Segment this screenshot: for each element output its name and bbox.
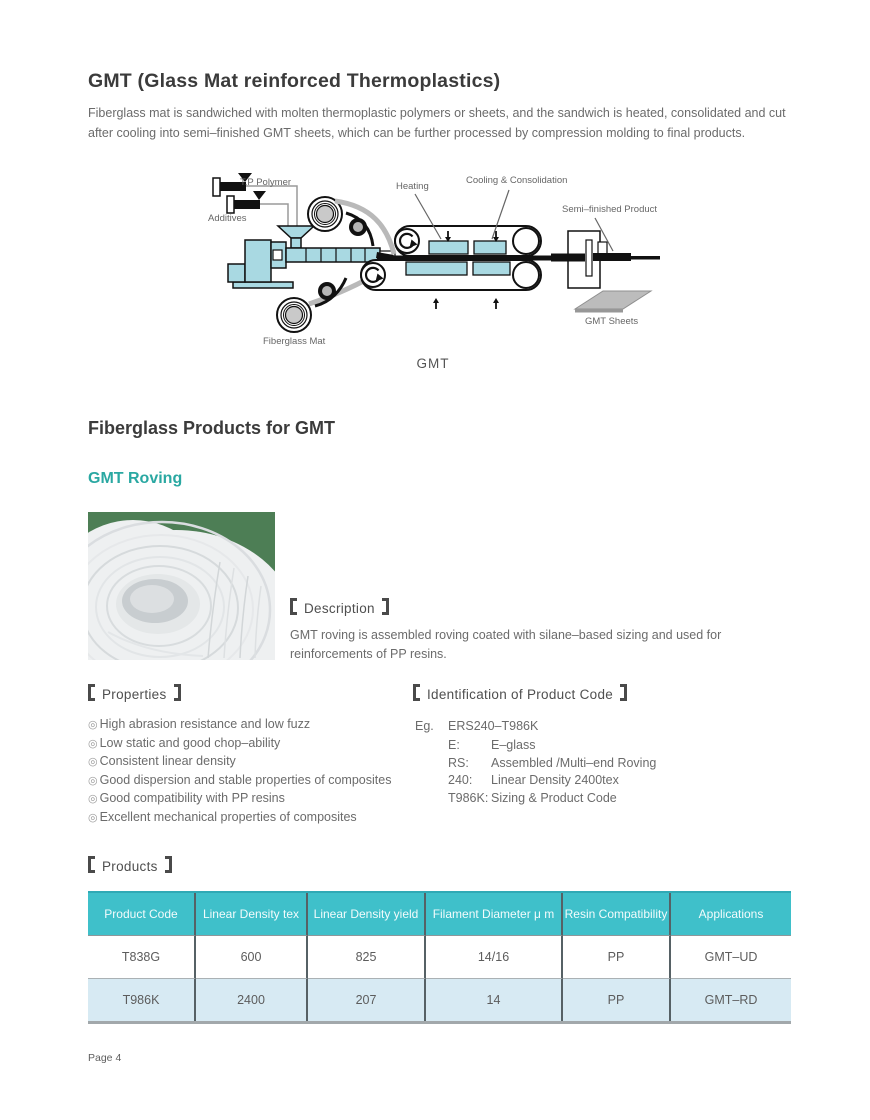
- idcode-row: T986K: Sizing & Product Code: [448, 790, 617, 805]
- properties-list: [88, 716, 391, 827]
- label-gmt-sheets: GMT Sheets: [585, 316, 639, 327]
- idcode-example: ERS240–T986K: [448, 719, 539, 733]
- label-additives: Additives: [208, 213, 247, 224]
- gmt-process-diagram: [183, 168, 703, 368]
- property-item: ◎ High abrasion resistance and low fuzz: [88, 717, 311, 731]
- gmt-roving-photo: [88, 512, 275, 660]
- idcode-eg-label: Eg.: [415, 719, 434, 733]
- table-cell: GMT–RD: [671, 979, 791, 1021]
- idcode-row: E: E–glass: [448, 738, 536, 752]
- bracket-left-icon: [290, 598, 297, 615]
- products-table: [88, 891, 791, 1024]
- table-cell: 14/16: [426, 936, 563, 979]
- table-cell: 207: [308, 979, 426, 1021]
- bracket-right-icon: [165, 856, 172, 873]
- bracket-left-icon: [88, 684, 95, 701]
- properties-label: Properties: [88, 684, 181, 702]
- table-cell: 14: [426, 979, 563, 1021]
- label-semi-finished: Semi–finished Product: [562, 204, 658, 215]
- page-number: Page 4: [88, 1052, 122, 1064]
- bullseye-bullet-icon: ◎: [88, 774, 98, 787]
- mat-roll-bottom-icon: [277, 298, 311, 332]
- bracket-right-icon: [620, 684, 627, 701]
- label-fiberglass-mat: Fiberglass Mat: [263, 336, 326, 347]
- property-item: ◎ Low static and good chop–ability: [88, 735, 281, 750]
- table-cell: T838G: [88, 936, 196, 979]
- property-item: ◎ Good dispersion and stable properties of composites: [88, 772, 392, 787]
- property-item: ◎ Good compatibility with PP resins: [88, 791, 285, 805]
- bracket-left-icon: [413, 684, 420, 701]
- table-header-cell: Linear Density tex: [196, 893, 308, 936]
- bullseye-bullet-icon: ◎: [88, 793, 98, 805]
- subsection-heading-roving: GMT Roving: [88, 470, 183, 487]
- intro-paragraph: Fiberglass mat is sandwiched with molten thermoplastic polymers or sheets, and the sandwich is heated, consolidated and cut after cooling into semi–finished GMT sheets, which can be further processed by compression molding to final products.: [88, 106, 786, 141]
- idcode-rows: [448, 737, 656, 807]
- gmt-sheet-icon: [575, 291, 651, 313]
- description-body: GMT roving is assembled roving coated with silane–based sizing and used for reinforcements of PP resins.: [290, 628, 722, 662]
- table-header-cell: Applications: [671, 893, 791, 936]
- idcode-row: 240: Linear Density 2400tex: [448, 773, 619, 787]
- page-title: GMT (Glass Mat reinforced Thermoplastics): [88, 70, 501, 92]
- product-line: [377, 256, 555, 261]
- table-cell: PP: [563, 936, 671, 979]
- bracket-left-icon: [88, 856, 95, 873]
- property-item: ◎ Consistent linear density: [88, 754, 236, 768]
- cutting-station: [551, 231, 660, 288]
- table-cell: PP: [563, 979, 671, 1021]
- bullseye-bullet-icon: ◎: [88, 811, 98, 824]
- idcode-row: RS: Assembled /Multi–end Roving: [448, 755, 657, 770]
- guide-roller-icon: [349, 218, 367, 236]
- section-heading-products: Fiberglass Products for GMT: [88, 418, 336, 438]
- table-header-cell: Filament Diameter μ m: [426, 893, 563, 936]
- bullseye-bullet-icon: ◎: [88, 719, 98, 731]
- label-tp-polymer: T.P Polymer: [240, 177, 292, 188]
- additives-hopper-icon: [227, 191, 266, 213]
- guide-roller-icon: [318, 282, 336, 300]
- feed-line: [260, 204, 288, 227]
- diagram-caption: GMT: [416, 356, 450, 371]
- bullseye-bullet-icon: ◎: [88, 756, 98, 768]
- table-cell: 2400: [196, 979, 308, 1021]
- table-header-cell: Product Code: [88, 893, 196, 936]
- bracket-right-icon: [382, 598, 389, 615]
- table-header-cell: Resin Compatibility: [563, 893, 671, 936]
- table-header-cell: Linear Density yield: [308, 893, 426, 936]
- property-item: ◎ Excellent mechanical properties of composites: [88, 809, 357, 824]
- bullseye-bullet-icon: ◎: [88, 737, 98, 750]
- table-cell: GMT–UD: [671, 936, 791, 979]
- bracket-right-icon: [174, 684, 181, 701]
- table-cell: T986K: [88, 979, 196, 1021]
- table-cell: 825: [308, 936, 426, 979]
- label-heating: Heating: [396, 181, 429, 192]
- products-label: Products: [88, 856, 172, 874]
- label-cooling: Cooling & Consolidation: [466, 175, 568, 186]
- table-cell: 600: [196, 936, 308, 979]
- description-label: Description: [290, 598, 389, 616]
- idcode-label: Identification of Product Code: [413, 684, 627, 702]
